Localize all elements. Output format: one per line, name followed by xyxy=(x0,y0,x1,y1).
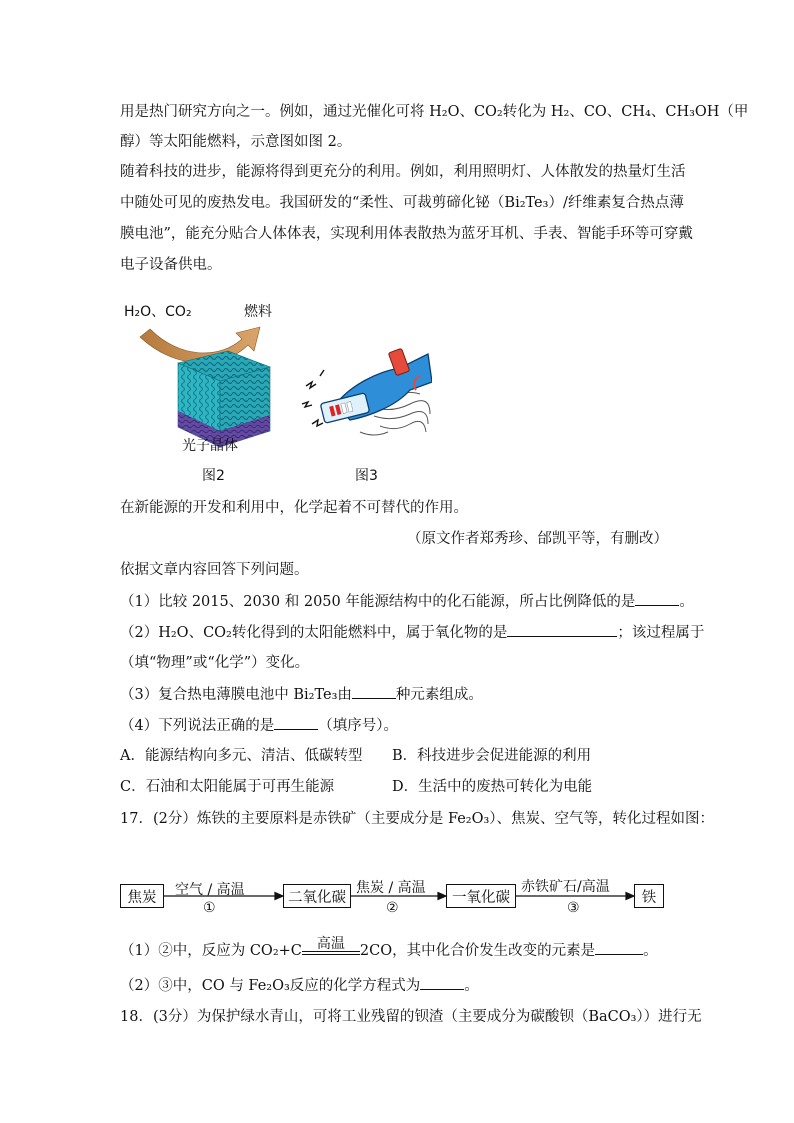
article-p2-line3: 膜电池”，能充分贴合人体体表，实现利用体表散热为蓝牙耳机、手表、智能手环等可穿戴 xyxy=(120,226,693,242)
reaction-condition: 高温 xyxy=(316,936,345,952)
flow-box-iron: 铁 xyxy=(634,884,664,908)
question-instruction: 依据文章内容回答下列问题。 xyxy=(120,562,309,578)
flow-box-co: 一氧化碳 xyxy=(446,884,516,908)
q17-part2-text: （2）③中，CO 与 Fe₂O₃反应的化学方程式为 xyxy=(120,978,421,994)
flow-arrow3-step: ③ xyxy=(567,900,580,916)
q16-part1 xyxy=(120,590,694,613)
option-b: B．科技进步会促进能源的利用 xyxy=(392,748,592,764)
flow-arrow3-condition: 赤铁矿石/高温 xyxy=(521,879,610,895)
q18-stem: 18．(3分）为保护绿水青山，可将工业残留的钡渣（主要成分为碳酸钡（BaCO₃））进行无 xyxy=(120,1009,702,1025)
article-p2-line2: 中随处可见的废热发电。我国研发的“柔性、可裁剪碲化铋（Bi₂Te₃）/纤维素复合热点薄 xyxy=(120,195,684,211)
option-a: A．能源结构向多元、清洁、低碳转型 xyxy=(120,748,363,764)
figure2-caption: 图2 xyxy=(202,468,225,484)
q16-part2 xyxy=(120,621,704,644)
option-d: D．生活中的废热可转化为电能 xyxy=(392,779,593,795)
option-c: C．石油和太阳能属于可再生能源 xyxy=(120,779,335,795)
q16-part4-text: （4）下列说法正确的是 xyxy=(120,718,275,734)
article-p2-line1: 随着科技的进步，能源将得到更充分的利用。例如，利用照明灯、人体散发的热量灯生活 xyxy=(120,164,686,180)
q16-part4-end: （填序号）。 xyxy=(318,718,398,734)
article-p3: 在新能源的开发和利用中，化学起着不可替代的作用。 xyxy=(120,500,468,516)
q16-part1-end: 。 xyxy=(679,594,694,610)
q16-part1-text: （1）比较 2015、2030 和 2050 年能源结构中的化石能源，所占比例降低的是 xyxy=(120,594,636,610)
q17-part1-end: 。 xyxy=(643,943,658,959)
flow-arrow1-step: ① xyxy=(203,900,216,916)
answer-blank[interactable] xyxy=(352,683,396,699)
q16-part4 xyxy=(120,714,398,737)
q17-stem: 17．(2分）炼铁的主要原料是赤铁矿（主要成分是 Fe₂O₃）、焦炭、空气等，转化过程如图： xyxy=(120,811,715,827)
q16-part3 xyxy=(120,683,483,706)
article-p1-line1: 用是热门研究方向之一。例如，通过光催化可将 H₂O、CO₂转化为 H₂、CO、CH₄、CH₃OH（甲 xyxy=(120,104,749,120)
article-source: （原文作者郑秀珍、邰凯平等，有删改） xyxy=(407,531,668,547)
answer-blank[interactable] xyxy=(635,590,679,606)
flow-box-co2: 二氧化碳 xyxy=(283,884,351,908)
flow-box-coke: 焦炭 xyxy=(120,884,164,908)
figure-3 xyxy=(300,346,432,442)
answer-blank[interactable] xyxy=(420,974,464,990)
article-p2-line4: 电子设备供电。 xyxy=(120,257,222,273)
q17-part2-end: 。 xyxy=(464,978,479,994)
figure3-caption: 图3 xyxy=(355,468,378,484)
figure2-output-label: 燃料 xyxy=(244,304,272,320)
answer-blank[interactable] xyxy=(595,939,643,955)
flow-arrow2-condition: 焦炭 / 高温 xyxy=(356,880,426,896)
figure2-crystal-label: 光子晶体 xyxy=(182,438,238,454)
q17-part1-text-b: 2CO，其中化合价发生改变的元素是 xyxy=(359,943,596,959)
q16-part2-text: （2）H₂O、CO₂转化得到的太阳能燃料中，属于氧化物的是 xyxy=(120,625,508,641)
q17-part2 xyxy=(120,974,479,997)
q16-part2-cont: （填“物理”或“化学”）变化。 xyxy=(120,655,310,671)
answer-blank[interactable] xyxy=(274,714,318,730)
thermoelectric-hand-illustration xyxy=(300,346,432,442)
article-p1-line2: 醇）等太阳能燃料，示意图如图 2。 xyxy=(120,134,352,150)
q17-part1-text: （1）②中，反应为 CO₂+C xyxy=(120,943,302,959)
figure-2 xyxy=(120,295,290,465)
q16-part3-text: （3）复合热电薄膜电池中 Bi₂Te₃由 xyxy=(120,687,352,703)
reaction-arrow xyxy=(302,936,360,955)
figure2-input-label: H₂O、CO₂ xyxy=(124,304,192,320)
q17-part1 xyxy=(120,936,658,962)
q16-part2-text-b: ；该过程属于 xyxy=(617,625,705,641)
q16-part3-end: 种元素组成。 xyxy=(395,687,483,703)
flow-arrow2-step: ② xyxy=(386,900,399,916)
answer-blank[interactable] xyxy=(507,621,617,637)
flow-arrow1-condition: 空气 / 高温 xyxy=(175,882,245,898)
